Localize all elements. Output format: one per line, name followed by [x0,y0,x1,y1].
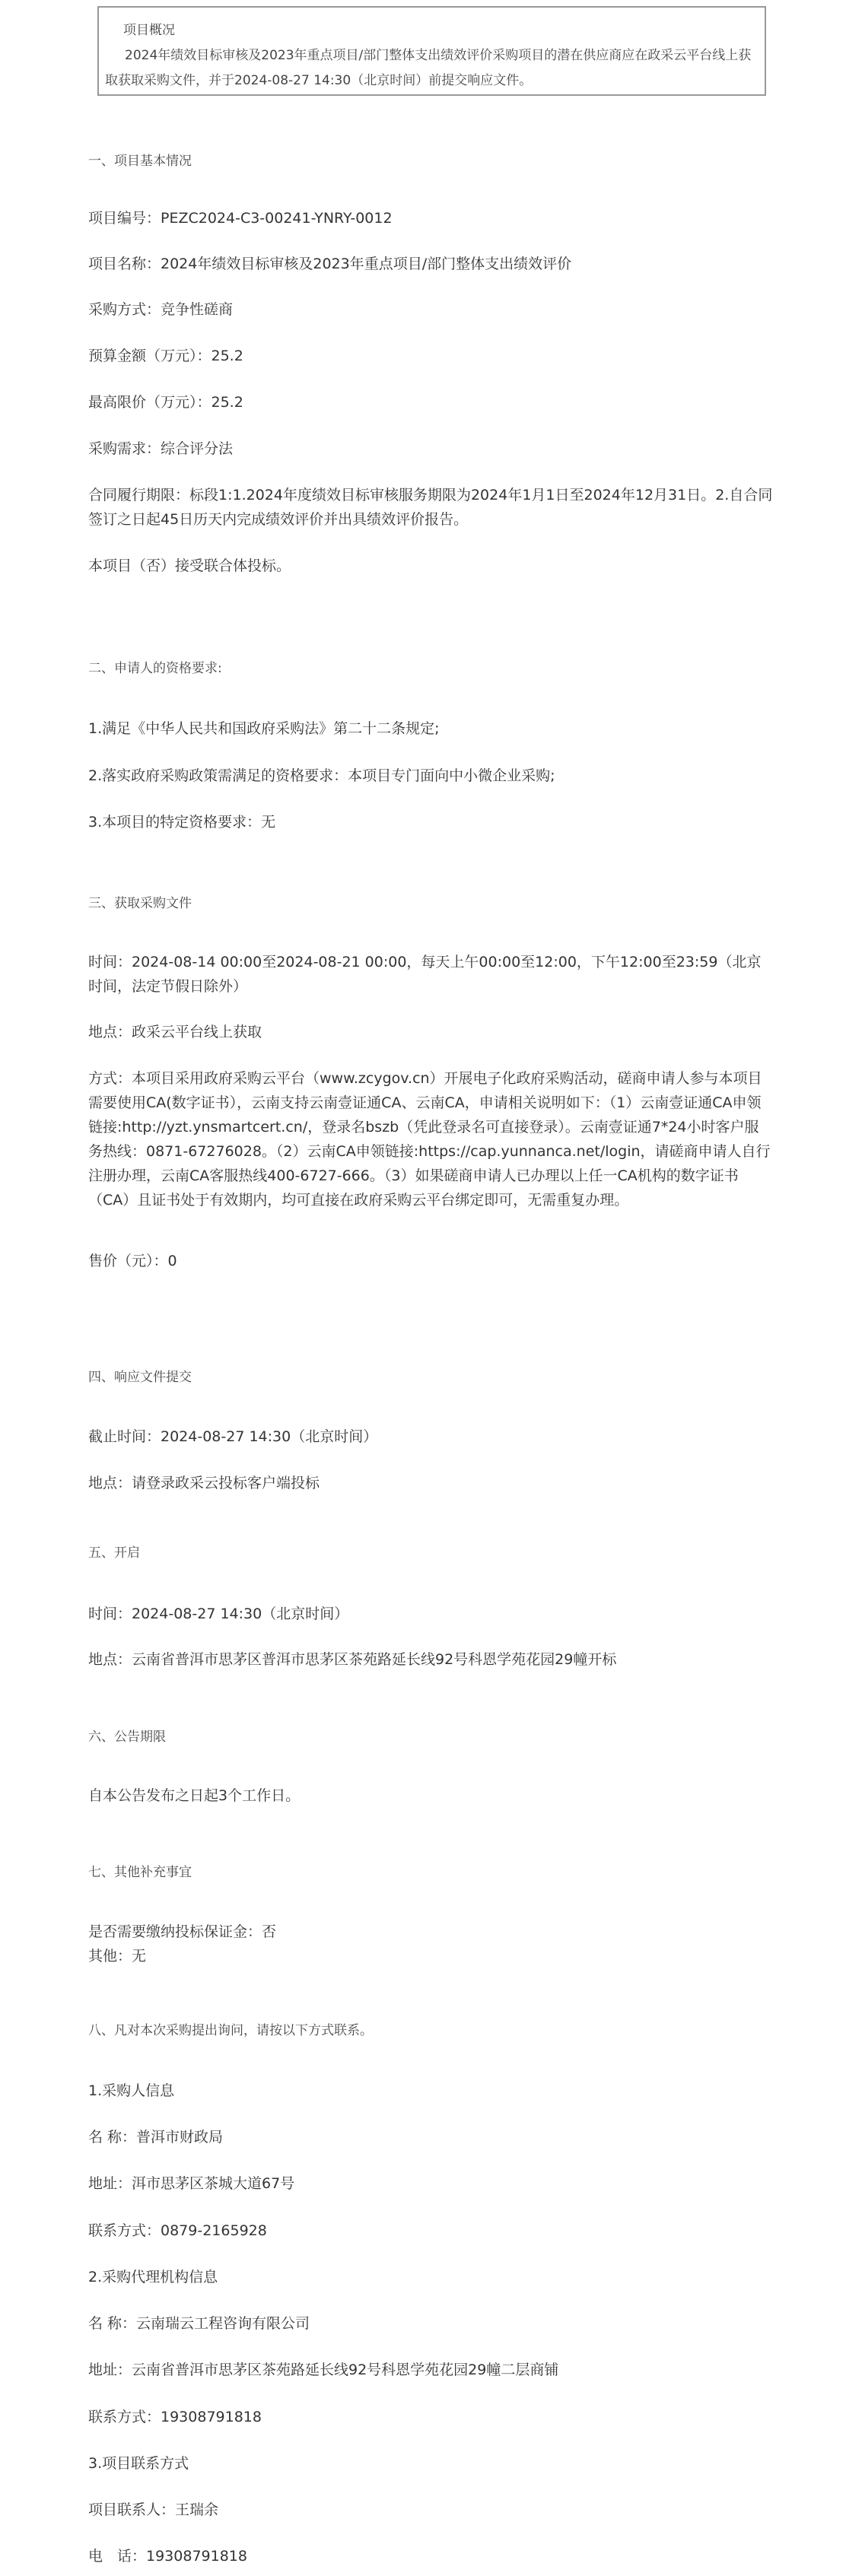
buyer-address: 地址：洱市思茅区茶城大道67号 [88,2175,295,2192]
agent-address: 地址：云南省普洱市思茅区茶苑路延长线92号科恩学苑花园29幢二层商铺 [88,2362,559,2378]
section-heading-basic-info: 一、项目基本情况 [88,154,192,169]
project-contact-person: 项目联系人：王瑞余 [88,2501,219,2518]
submission-deadline: 截止时间：2024-08-27 14:30（北京时间） [88,1428,378,1445]
budget-amount: 预算金额（万元）：25.2 [88,348,243,364]
contract-period: 合同履行期限：标段1:1.2024年度绩效目标审核服务期限为2024年1月1日至2024年12月31日。2.自合同签订之日起45日历天内完成绩效评价并出具绩效评价报告。 [88,487,773,528]
section-heading-obtain-documents: 三、获取采购文件 [88,896,192,911]
obtain-time: 时间：2024-08-14 00:00至2024-08-21 00:00，每天上午00:00至12:00，下午12:00至23:59（北京时间，法定节假日除外） [88,954,762,995]
qualification-item-3: 3.本项目的特定资格要求：无 [88,814,276,831]
qualification-item-1: 1.满足《中华人民共和国政府采购法》第二十二条规定; [88,720,440,737]
agent-phone: 联系方式：19308791818 [88,2409,262,2425]
deposit-required: 是否需要缴纳投标保证金：否 [88,1923,277,1940]
project-name: 项目名称：2024年绩效目标审核及2023年重点项目/部门整体支出绩效评价 [88,256,572,272]
section-heading-contact: 八、凡对本次采购提出询问，请按以下方式联系。 [88,2023,373,2038]
project-overview-box [97,6,766,96]
overview-title: 项目概况 [123,23,175,38]
opening-place: 地点：云南省普洱市思茅区普洱市思茅区茶苑路延长线92号科恩学苑花园29幢开标 [88,1651,617,1668]
buyer-phone: 联系方式：0879-2165928 [88,2222,267,2239]
project-contact-title: 3.项目联系方式 [88,2455,189,2472]
section-heading-notice-period: 六、公告期限 [88,1730,166,1745]
section-heading-submission: 四、响应文件提交 [88,1370,192,1385]
section-heading-supplementary: 七、其他补充事宜 [88,1865,192,1880]
project-contact-phone: 电 话：19308791818 [88,2548,247,2565]
consortium-note: 本项目（否）接受联合体投标。 [88,557,291,574]
procurement-requirement: 采购需求：综合评分法 [88,440,234,457]
obtain-place: 地点：政采云平台线上获取 [88,1024,262,1040]
document-price: 售价（元）：0 [88,1253,177,1269]
notice-period-text: 自本公告发布之日起3个工作日。 [88,1787,301,1804]
procurement-method: 采购方式：竞争性磋商 [88,301,234,318]
opening-time: 时间：2024-08-27 14:30（北京时间） [88,1606,349,1622]
section-heading-qualification: 二、申请人的资格要求: [88,661,222,676]
agent-name: 名 称：云南瑞云工程咨询有限公司 [88,2315,310,2332]
submission-place: 地点：请登录政采云投标客户端投标 [88,1475,320,1491]
qualification-item-2: 2.落实政府采购政策需满足的资格要求：本项目专门面向中小微企业采购; [88,767,555,784]
other-notes: 其他：无 [88,1948,147,1965]
buyer-name: 名 称：普洱市财政局 [88,2129,224,2146]
overview-text: 2024年绩效目标审核及2023年重点项目/部门整体支出绩效评价采购项目的潜在供应商应在政采云平台线上获取获取采购文件，并于2024-08-27 14:30（北京时间）前提交响应文件。 [105,48,752,88]
project-number: 项目编号：PEZC2024-C3-00241-YNRY-0012 [88,210,393,227]
buyer-info-title: 1.采购人信息 [88,2082,175,2099]
obtain-method: 方式：本项目采用政府采购云平台（www.zcygov.cn）开展电子化政府采购活动，磋商申请人参与本项目需要使用CA(数字证书），云南支持云南壹证通CA、云南CA，申请相关说明如下：（1）云南壹证通CA申领链接:http://yzt.ynsmartcert.cn/，登录名bszb（凭此登录名可直接登录）。云南壹证通7*24小时客户服务热线：0871-67276028。（2）云南CA申领链接:https://cap.yunnanca.net/login，请磋商申请人自行注册办理，云南CA客服热线400-6727-666。（3）如果磋商申请人已办理以上任一CA机构的数字证书（CA）且证书处于有效期内，均可直接在政府采购云平台绑定即可，无需重复办理。 [88,1070,771,1209]
section-heading-opening: 五、开启 [88,1545,140,1561]
agent-info-title: 2.采购代理机构信息 [88,2269,218,2285]
max-price: 最高限价（万元）：25.2 [88,394,243,411]
